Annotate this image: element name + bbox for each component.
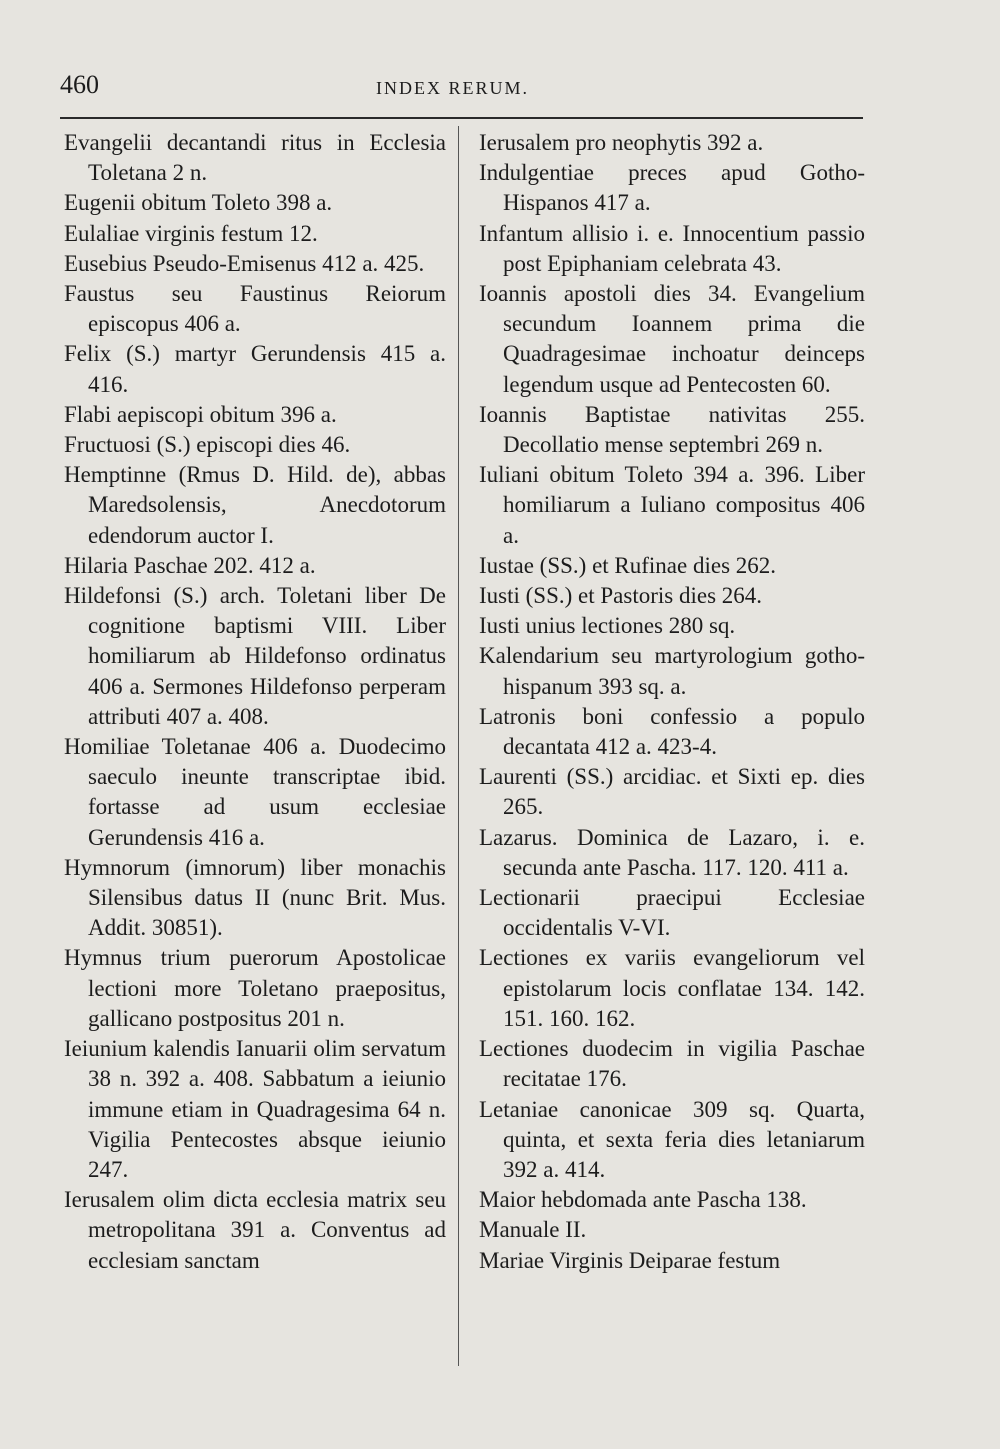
index-entry: Iustae (SS.) et Rufinae dies 262. (479, 552, 777, 578)
index-entry: Latronis boni confessio a populo decantata 412 a. 423-4. (479, 703, 865, 760)
index-entry: Kalendarium seu martyrologium gotho-hispanum 393 sq. a. (479, 643, 865, 699)
running-head: INDEX RERUM. (376, 78, 529, 98)
index-entry: Homiliae Toletanae 406 a. Duodecimo saeculo ineunte transcriptae ibid. fortasse ad usum ecclesiae Gerundensis 416 a. (64, 734, 446, 850)
index-entry: Evangelii decantandi ritus in Ecclesia Toletana 2 n. (64, 130, 446, 186)
index-entry: Iuliani obitum Toleto 394 a. 396. Liber homiliarum a Iuliano compositus 406 a. (479, 462, 865, 548)
index-entry: Fructuosi (S.) episcopi dies 46. (64, 432, 351, 458)
index-entry: Eugenii obitum Toleto 398 a. (64, 190, 333, 216)
index-entry: Iusti unius lectiones 280 sq. (479, 613, 736, 639)
left-column (64, 128, 446, 1276)
index-entry: Faustus seu Faustinus Reiorum episcopus 406 a. (64, 281, 446, 337)
index-entry: Eulaliae virginis festum 12. (64, 220, 318, 246)
index-entry: Lectiones duodecim in vigilia Paschae recitatae 176. (479, 1036, 865, 1092)
index-entry: Ierusalem pro neophytis 392 a. (479, 130, 764, 155)
index-entry: Laurenti (SS.) arcidiac. et Sixti ep. dies 265. (479, 764, 865, 820)
index-entry: Eusebius Pseudo-Emisenus 412 a. 425. (64, 250, 425, 276)
index-entry: Hymnorum (imnorum) liber monachis Silensibus datus II (nunc Brit. Mus. Addit. 30851). (64, 854, 446, 941)
index-entry: Hildefonsi (S.) arch. Toletani liber De cognitione baptismi VIII. Liber homiliarum ab Hildefonso ordinatus 406 a. Sermones Hildefonso perperam attributi 407 a. 408. (64, 583, 446, 729)
index-entry: Felix (S.) martyr Gerundensis 415 a. 416. (64, 341, 446, 397)
index-entry: Indulgentiae preces apud Gotho-Hispanos 417 a. (479, 160, 865, 216)
header-rule (60, 117, 863, 119)
index-entry: Ieiunium kalendis Ianuarii olim servatum 38 n. 392 a. 408. Sabbatum a ieiunio immune etiam in Quadragesima 64 n. Vigilia Pentecostes absque ieiunio 247. (64, 1036, 446, 1182)
index-entry: Ioannis apostoli dies 34. Evangelium secundum Ioannem prima die Quadragesimae inchoatur deinceps legendum usque ad Pentecosten 60. (479, 281, 865, 397)
page-number: 460 (60, 70, 99, 99)
index-entry: Lectiones ex variis evangeliorum vel epistolarum locis conflatae 134. 142. 151. 160. 162. (479, 945, 865, 1031)
index-entry: Hemptinne (Rmus D. Hild. de), abbas Maredsolensis, Anecdotorum edendorum auctor I. (64, 462, 446, 548)
index-entry: Maior hebdomada ante Pascha 138. (479, 1187, 807, 1213)
index-entry: Mariae Virginis Deiparae festum (479, 1247, 781, 1273)
right-column (479, 128, 865, 1276)
column-divider (458, 126, 459, 1366)
index-entry: Hymnus trium puerorum Apostolicae lectioni more Toletano praepositus, gallicano postpositus 201 n. (64, 945, 446, 1031)
index-entry: Manuale II. (479, 1217, 587, 1243)
index-entry: Iusti (SS.) et Pastoris dies 264. (479, 583, 763, 609)
index-entry: Ierusalem olim dicta ecclesia matrix seu metropolitana 391 a. Conventus ad ecclesiam sanctam (64, 1187, 446, 1273)
index-entry: Flabi aepiscopi obitum 396 a. (64, 401, 337, 427)
index-entry: Lazarus. Dominica de Lazaro, i. e. secunda ante Pascha. 117. 120. 411 a. (479, 824, 865, 880)
index-entry: Infantum allisio i. e. Innocentium passio post Epiphaniam celebrata 43. (479, 220, 865, 276)
index-entry: Lectionarii praecipui Ecclesiae occidentalis V-VI. (479, 885, 865, 941)
index-entry: Ioannis Baptistae nativitas 255. Decollatio mense septembri 269 n. (479, 401, 865, 458)
index-entry: Hilaria Paschae 202. 412 a. (64, 552, 316, 578)
index-entry: Letaniae canonicae 309 sq. Quarta, quinta, et sexta feria dies letaniarum 392 a. 414. (479, 1096, 865, 1182)
